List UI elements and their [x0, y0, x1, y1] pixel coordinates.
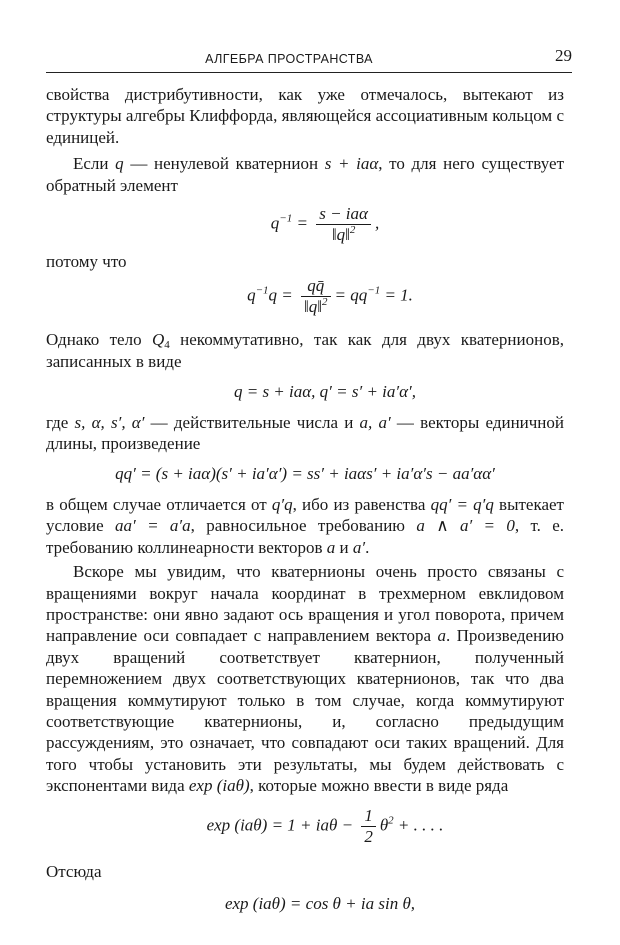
paragraph-hence: Отсюда [46, 861, 102, 881]
paragraph-general-case: в общем случае отличается от q′q, ибо из равенства qq′ = q′q вытекает условие aa′ = a′a, равносильное требованию a ∧ a′ = 0, т. е. требованию коллинеарности векторов a и a′. [46, 494, 564, 557]
paragraph-rotations: Вскоре мы увидим, что кватернионы очень просто связаны с вращениями вокруг начала координат в трехмерном евклидовом пространстве: они явно задают ось вращения и угол поворота, причем направление оси совпадает с направлением вектора a. Произведению двух вращений соответствует кватернион, полученный перемножением двух соответствующих кватернионов, так что два вращения коммутируют только в том случае, когда коммутируют соответствующие кватернионы, и, согласно предыдущим рассуждениям, это означает, что совпадают оси таких вращений. Для того чтобы установить эти результаты, мы будем действовать с экспонентами вида exp (iaθ), которые можно ввести в виде ряда [46, 562, 564, 796]
fraction-half: $\frac{1}{2}$ [361, 806, 376, 847]
fraction-inverse: $\frac{\text{s − iaα}}{‖q‖^2}$ [316, 204, 371, 245]
page-body [46, 84, 564, 914]
paragraph-noncommutative: Однако тело $Q_4$ некоммутативно, так как для двух кватернионов, записанных в виде [46, 330, 564, 371]
paragraph-because: потому что [46, 252, 127, 272]
math-quaternion: s + iaα [324, 154, 379, 174]
paragraph-where: где s, α, s′, α′ — действительные числа и a, a′ — векторы единичной длины, произведение [46, 412, 565, 454]
equation-euler: exp (iaθ) = cos θ + ia sin θ, [224, 893, 416, 913]
equation-inverse: $q^{-1}$ = $\frac{\text{s − iaα}}{‖q‖^2}$ , [270, 204, 380, 245]
running-header [46, 46, 572, 73]
equation-exp-series: exp (iaθ) = 1 + iaθ − $\frac{1}{2}$ $\theta^2$ + . . . . [206, 805, 444, 846]
paragraph-distributivity: свойства дистрибутивности, как уже отмечалось, вытекают из структуры алгебры Клиффорда, являющейся ассоциативным кольцом с единицей. [46, 85, 564, 147]
paragraph-inverse-intro: Если q — ненулевой кватернион s + iaα, то для него существует обратный элемент [46, 154, 565, 195]
running-title: АЛГЕБРА ПРОСТРАНСТВА [205, 52, 373, 66]
page-number: 29 [555, 46, 572, 65]
equation-two-quaternions: q = s + iaα, q′ = s′ + ia′α′, [233, 382, 417, 402]
fraction-product: $\frac{qq̄}{‖q‖^2}$ [301, 276, 331, 317]
equation-product-identity: $q^{-1}q$ = $\frac{qq̄}{‖q‖^2}$ = $qq^{-1} = 1$. [247, 276, 413, 317]
math-q: q [115, 154, 124, 174]
equation-qqprime: qq′ = (s + iaα)(s′ + ia′α′) = ss′ + iaαs′ + ia′α′s − aa′αα′ [115, 464, 495, 484]
